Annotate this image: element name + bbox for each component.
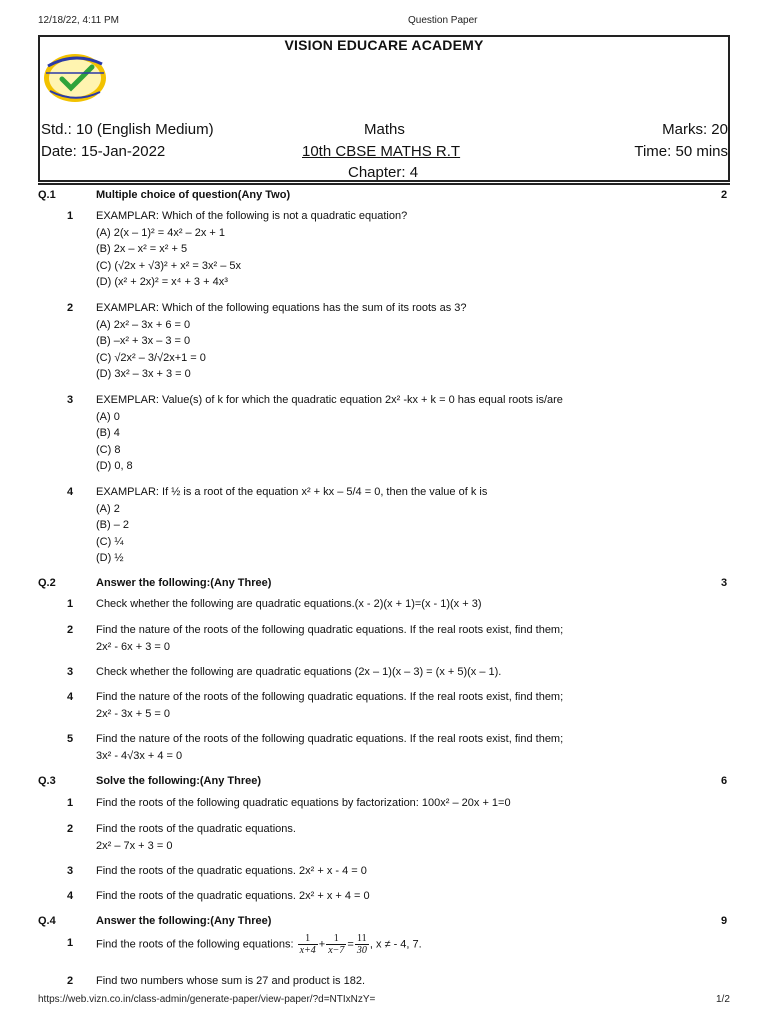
question-number: 2 — [67, 302, 74, 314]
question-fragment: 1 — [326, 933, 346, 945]
section-label: Q.2 — [38, 577, 56, 589]
question-fragment: x+4 — [299, 945, 316, 956]
question-text — [96, 689, 563, 722]
question-line: (A) 2 — [96, 502, 120, 515]
exam-date: Date: 15-Jan-2022 — [41, 143, 166, 160]
question-text — [96, 484, 487, 567]
question-line: Find two numbers whose sum is 27 and product is 182. — [96, 975, 366, 987]
question-line: (B) –x² + 3x – 3 = 0 — [96, 335, 191, 347]
print-title: Question Paper — [408, 15, 478, 26]
question-number: 2 — [67, 823, 74, 835]
question-fragment: Find the roots of the following equations: — [96, 938, 294, 951]
question-line: 2x² – 7x + 3 = 0 — [96, 839, 173, 852]
question-line: (A) 0 — [96, 410, 120, 423]
school-name: VISION EDUCARE ACADEMY — [284, 37, 484, 53]
section-label: Q.4 — [38, 915, 56, 927]
question-fragment: 11 — [355, 933, 369, 945]
section-marks: 9 — [721, 915, 728, 927]
question-text — [96, 622, 563, 655]
section-marks: 2 — [721, 189, 728, 201]
question-line: EXAMPLAR: If ½ is a root of the equation x² + kx – 5/4 = 0, then the value of k is — [96, 486, 488, 498]
question-text — [96, 596, 481, 613]
question-number: 3 — [67, 865, 74, 877]
paper-header — [38, 35, 730, 182]
section-title: Multiple choice of question(Any Two) — [96, 189, 291, 201]
question-number: 1 — [67, 797, 74, 809]
fraction — [298, 933, 318, 956]
question-line: (A) 2(x – 1)² = 4x² – 2x + 1 — [96, 226, 225, 239]
header-divider — [38, 183, 730, 185]
question-fragment: 1 — [298, 933, 318, 945]
section-marks: 3 — [721, 577, 728, 589]
question-text — [96, 664, 501, 681]
question-number: 5 — [67, 733, 74, 745]
question-line: EXEMPLAR: Value(s) of k for which the quadratic equation 2x² -kx + k = 0 has equal roots is/are — [96, 394, 563, 406]
question-line: (D) 3x² – 3x + 3 = 0 — [96, 368, 191, 380]
question-text — [96, 973, 365, 990]
print-datetime: 12/18/22, 4:11 PM — [38, 15, 119, 26]
question-text — [96, 208, 407, 291]
question-line: Find the roots of the quadratic equations. — [96, 823, 296, 835]
question-line: 3x² - 4√3x + 4 = 0 — [96, 749, 183, 762]
question-line: Find the nature of the roots of the following quadratic equations. If the real roots exist, find them; — [96, 733, 564, 745]
question-line: EXAMPLAR: Which of the following is not a quadratic equation? — [96, 210, 408, 222]
question-fragment: , x ≠ - 4, 7. — [369, 938, 422, 951]
section-title: Answer the following:(Any Three) — [96, 577, 272, 589]
question-text — [96, 933, 422, 956]
question-line: (D) ½ — [96, 552, 124, 564]
question-text — [96, 821, 296, 854]
question-line: 2x² - 3x + 5 = 0 — [96, 707, 170, 720]
question-text — [96, 392, 563, 475]
question-text — [96, 731, 563, 764]
print-page-number: 1/2 — [716, 994, 730, 1005]
question-line: (B) 4 — [96, 427, 120, 439]
test-name: 10th CBSE MATHS R.T — [302, 143, 461, 160]
question-number: 3 — [67, 394, 74, 406]
question-line: Find the roots of the following quadratic equations by factorization: 100x² – 20x + 1=0 — [96, 797, 511, 809]
question-fragment: x−7 — [328, 945, 345, 956]
print-url: https://web.vizn.co.in/class-admin/generate-paper/view-paper/?d=NTIxNzY= — [38, 994, 376, 1005]
question-line: Find the nature of the roots of the following quadratic equations. If the real roots exist, find them; — [96, 691, 564, 703]
question-number: 2 — [67, 975, 74, 987]
question-text — [96, 795, 511, 812]
question-line: EXAMPLAR: Which of the following equations has the sum of its roots as 3? — [96, 302, 467, 314]
section-label: Q.1 — [38, 189, 56, 201]
question-text — [96, 300, 467, 383]
standard: Std.: 10 (English Medium) — [41, 121, 214, 138]
question-line: (D) 0, 8 — [96, 460, 133, 472]
question-number: 4 — [67, 691, 74, 703]
section-title: Solve the following:(Any Three) — [96, 775, 262, 787]
question-line: Find the nature of the roots of the following quadratic equations. If the real roots exist, find them; — [96, 624, 564, 636]
question-line: (A) 2x² – 3x + 6 = 0 — [96, 318, 191, 331]
question-fragment: 30 — [356, 945, 367, 956]
question-line: (C) ¼ — [96, 535, 124, 548]
question-line: 2x² - 6x + 3 = 0 — [96, 640, 170, 653]
question-number: 2 — [67, 624, 74, 636]
question-line: Find the roots of the quadratic equations. 2x² + x - 4 = 0 — [96, 865, 367, 877]
question-line: (D) (x² + 2x)² = x⁴ + 3 + 4x³ — [96, 276, 228, 288]
question-fragment: = — [347, 938, 354, 951]
subject: Maths — [364, 121, 405, 138]
question-line: Find the roots of the quadratic equations. 2x² + x + 4 = 0 — [96, 890, 370, 902]
question-line: (C) 8 — [96, 443, 121, 456]
question-number: 4 — [67, 486, 74, 498]
question-line: (C) (√2x + √3)² + x² = 3x² – 5x — [96, 259, 242, 272]
question-number: 1 — [67, 210, 74, 222]
fraction — [326, 933, 346, 956]
time: Time: 50 mins — [634, 143, 728, 160]
question-number: 1 — [67, 598, 74, 610]
question-number: 4 — [67, 890, 74, 902]
section-marks: 6 — [721, 775, 728, 787]
question-number: 1 — [67, 937, 74, 949]
section-title: Answer the following:(Any Three) — [96, 915, 272, 927]
question-line: (B) – 2 — [96, 519, 130, 531]
fraction — [355, 933, 369, 956]
question-fragment: + — [318, 938, 326, 951]
academy-logo — [42, 49, 108, 105]
question-number: 3 — [67, 666, 74, 678]
question-text — [96, 888, 370, 905]
question-text — [96, 863, 367, 880]
chapter: Chapter: 4 — [348, 164, 419, 181]
question-line: Check whether the following are quadratic equations (2x – 1)(x – 3) = (x + 5)(x – 1). — [96, 666, 502, 678]
question-line: (B) 2x – x² = x² + 5 — [96, 243, 188, 255]
section-label: Q.3 — [38, 775, 56, 787]
question-line: (C) √2x² – 3/√2x+1 = 0 — [96, 351, 206, 364]
marks: Marks: 20 — [662, 121, 728, 138]
question-line: Check whether the following are quadratic equations.(x - 2)(x + 1)=(x - 1)(x + 3) — [96, 598, 482, 610]
